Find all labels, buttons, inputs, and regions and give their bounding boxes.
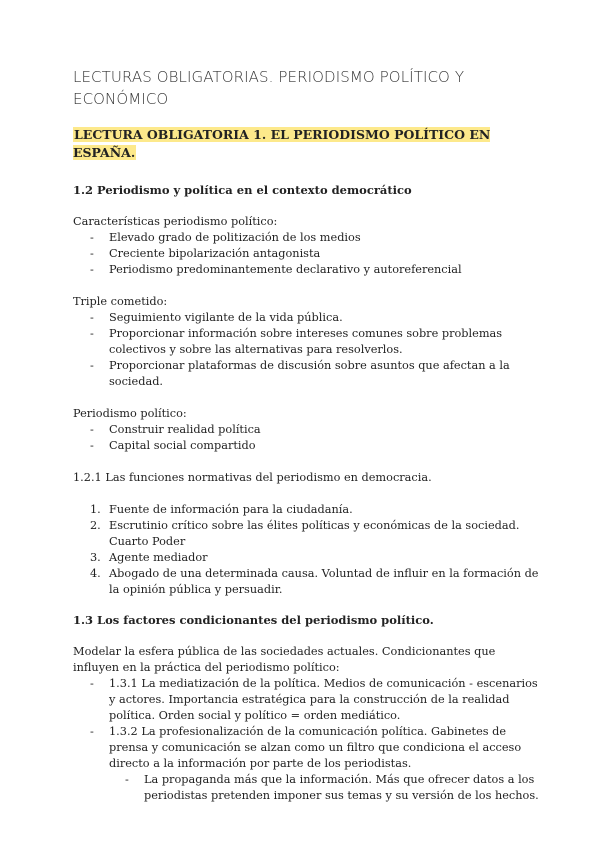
- list-item: - La propaganda más que la información. Más que ofrecer datos a los periodistas pretenden imponer sus temas y su versión de los hechos.: [144, 772, 540, 804]
- section-heading-1-3: 1.3 Los factores condicionantes del periodismo político.: [73, 613, 434, 627]
- list-item-text: Escrutinio crítico sobre las élites políticas y económicas de la sociedad. Cuarto Poder: [109, 519, 520, 548]
- list-item: - 1.3.2 La profesionalización de la comunicación política. Gabinetes de prensa y comunicación se alzan como un filtro que condiciona el acceso directo a la información por parte de los periodistas.: [109, 724, 540, 772]
- section-heading-1-2: 1.2 Periodismo y política en el contexto democrático: [73, 183, 412, 197]
- document-title: LECTURAS OBLIGATORIAS. PERIODISMO POLÍTICO Y ECONÓMICO: [73, 68, 465, 108]
- list-item: [90, 518, 540, 550]
- list-number: 3.: [90, 551, 101, 564]
- list-item-text: Agente mediador: [109, 551, 208, 564]
- triple-list: [73, 310, 540, 390]
- periodismo-list: [73, 422, 540, 454]
- list-item-text: Abogado de una determinada causa. Voluntad de influir en la formación de la opinión pública y persuadir.: [109, 567, 539, 596]
- triple-label: Triple cometido:: [73, 295, 168, 308]
- list-number: 1.: [90, 503, 101, 516]
- funciones-heading: 1.2.1 Las funciones normativas del periodismo en democracia.: [73, 471, 432, 484]
- list-item: - 1.3.1 La mediatización de la política. Medios de comunicación - escenarios y actores. Importancia estratégica para la construcción de la realidad política. Orden social y político = orden mediático.: [109, 676, 540, 724]
- condicionantes-sublist: [73, 772, 540, 804]
- condicionantes-list: [73, 676, 540, 772]
- list-item: - Elevado grado de politización de los medios: [109, 230, 540, 246]
- list-item: - Construir realidad política: [109, 422, 540, 438]
- list-item: - Capital social compartido: [109, 438, 540, 454]
- list-item: - Creciente bipolarización antagonista: [109, 246, 540, 262]
- periodismo-label: Periodismo político:: [73, 407, 187, 420]
- list-number: 2.: [90, 519, 101, 532]
- main-heading: [73, 126, 540, 162]
- funciones-list: [73, 502, 540, 598]
- list-item: - Proporcionar plataformas de discusión sobre asuntos que afectan a la sociedad.: [109, 358, 540, 390]
- list-item: - Periodismo predominantemente declarativo y autoreferencial: [109, 262, 540, 278]
- list-item: [90, 502, 540, 518]
- list-item: [90, 550, 540, 566]
- list-item: - Seguimiento vigilante de la vida pública.: [109, 310, 540, 326]
- caracteristicas-list: [73, 230, 540, 278]
- caracteristicas-label: Características periodismo político:: [73, 215, 278, 228]
- list-item: - Proporcionar información sobre intereses comunes sobre problemas colectivos y sobre las alternativas para resolverlos.: [109, 326, 540, 358]
- list-item: [90, 566, 540, 598]
- list-item-text: Fuente de información para la ciudadanía.: [109, 503, 353, 516]
- section-1-3-intro: Modelar la esfera pública de las sociedades actuales. Condicionantes que influyen en la práctica del periodismo político:: [73, 645, 496, 674]
- main-heading-highlight: LECTURA OBLIGATORIA 1. EL PERIODISMO POLÍTICO EN ESPAÑA.: [73, 127, 491, 160]
- list-number: 4.: [90, 567, 101, 580]
